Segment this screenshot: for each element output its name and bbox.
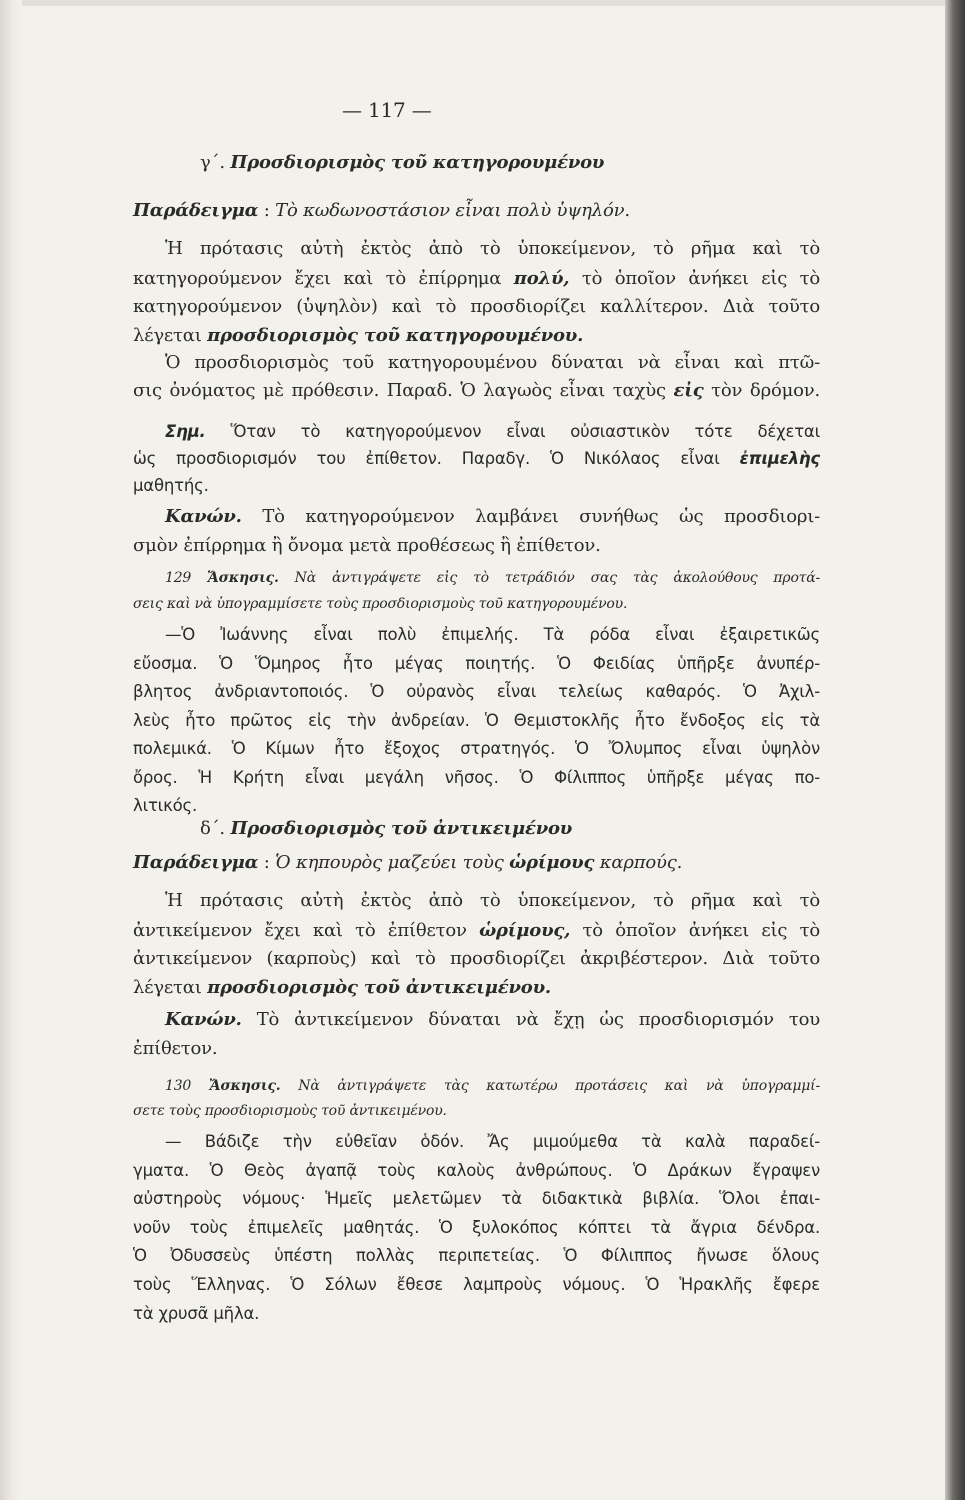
italic-text: σεις καὶ νὰ ὑπογραμμίσετε τοὺς προσδιορισμοὺς τοῦ κατηγορουμένου. bbox=[133, 596, 628, 612]
text-line bbox=[200, 152, 604, 173]
italic-text: 129 bbox=[165, 570, 208, 586]
text-line bbox=[133, 535, 601, 556]
text-segment: ἀντικείμενον (καρποὺς) καὶ τὸ προσδιορίζει ἀκριβέστερον. Διὰ τοῦτο bbox=[133, 948, 820, 969]
text-line bbox=[133, 1189, 820, 1208]
italic-text: 130 bbox=[165, 1078, 209, 1094]
emphasized-text: Σημ. bbox=[165, 422, 206, 441]
text-segment: λιτικός. bbox=[133, 796, 198, 815]
emphasized-text: ὡρίμους bbox=[509, 852, 595, 873]
text-line bbox=[133, 325, 583, 346]
emphasized-text: Ἄσκησις. bbox=[208, 1078, 281, 1094]
emphasized-text: εἰς bbox=[673, 380, 704, 401]
text-segment: Ἡ πρότασις αὐτὴ ἐκτὸς ἀπὸ τὸ ὑποκείμενον, τὸ ρῆμα καὶ τὸ bbox=[165, 238, 820, 259]
text-segment: αὐστηροὺς νόμους· Ἡμεῖς μελετῶμεν τὰ διδακτικὰ βιβλία. Ὅλοι ἐπαι- bbox=[133, 1189, 820, 1208]
text-segment: ἀντικείμενον ἔχει καὶ τὸ ἐπίθετον bbox=[133, 920, 480, 941]
text-segment: Ἡ πρότασις αὐτὴ ἐκτὸς ἀπὸ τὸ ὑποκείμενον, τὸ ρῆμα καὶ τὸ bbox=[165, 890, 820, 911]
text-line bbox=[133, 1275, 820, 1294]
text-line bbox=[133, 948, 820, 969]
text-line bbox=[133, 711, 820, 730]
text-line bbox=[133, 1218, 820, 1237]
text-segment: λέγεται bbox=[133, 325, 208, 346]
text-line bbox=[133, 200, 630, 221]
text-line bbox=[133, 476, 209, 495]
text-segment: σις ὀνόματος μὲ πρόθεσιν. Παραδ. Ὁ λαγωὸς εἶναι ταχὺς bbox=[133, 380, 674, 401]
text-segment: τοὺς Ἕλληνας. Ὁ Σόλων ἔθεσε λαμπροὺς νόμους. Ὁ Ἡρακλῆς ἔφερε bbox=[133, 1275, 820, 1294]
text-segment: τὸ ὁποῖον ἀνήκει εἰς τὸ bbox=[570, 920, 821, 941]
italic-text: καρπούς. bbox=[594, 852, 683, 873]
text-segment: Τὸ κατηγορούμενον λαμβάνει συνήθως ὡς προσδιορι- bbox=[241, 506, 820, 527]
text-segment: Ὁ Ὀδυσσεὺς ὑπέστη πολλὰς περιπετείας. Ὁ Φίλιππος ἤνωσε ὅλους bbox=[133, 1246, 820, 1265]
page-binding-edge bbox=[0, 0, 22, 1500]
emphasized-text: Προσδιορισμὸς τοῦ ἀντικειμένου bbox=[230, 818, 573, 839]
text-line bbox=[165, 1132, 820, 1151]
text-line bbox=[133, 296, 820, 317]
text-line bbox=[165, 570, 820, 586]
page-number: — 117 — bbox=[342, 98, 432, 122]
emphasized-text: Παράδειγμα bbox=[133, 200, 259, 221]
text-segment: λέγεται bbox=[133, 977, 208, 998]
text-segment: δ΄. bbox=[200, 818, 231, 839]
text-line bbox=[133, 1161, 820, 1180]
text-line bbox=[165, 352, 820, 373]
text-segment: κατηγορούμενον (ὑψηλὸν) καὶ τὸ προσδιορίζει καλλίτερον. Διὰ τοῦτο bbox=[133, 296, 820, 317]
emphasized-text: Ἄσκησις. bbox=[207, 570, 279, 586]
text-segment: μαθητής. bbox=[133, 476, 209, 495]
emphasized-text: ἐπιμελὴς bbox=[739, 449, 820, 468]
emphasized-text: πολύ, bbox=[513, 268, 570, 289]
page-right-edge bbox=[945, 0, 965, 1500]
page-top-edge bbox=[0, 0, 965, 6]
text-line bbox=[133, 768, 820, 787]
text-line bbox=[133, 1103, 447, 1119]
text-segment: τὰ χρυσᾶ μῆλα. bbox=[133, 1304, 260, 1323]
text-line bbox=[133, 920, 820, 941]
text-segment: λεὺς ἦτο πρῶτος εἰς τὴν ἀνδρείαν. Ὁ Θεμιστοκλῆς ἦτο ἔνδοξος εἰς τὰ bbox=[133, 711, 820, 730]
text-segment: Τὸ ἀντικείμενον δύναται νὰ ἔχῃ ὡς προσδιορισμόν του bbox=[241, 1009, 820, 1030]
text-line bbox=[133, 654, 820, 673]
text-segment: πολεμικά. Ὁ Κίμων ἦτο ἔξοχος στρατηγός. Ὁ Ὄλυμπος εἶναι ὑψηλὸν bbox=[133, 739, 820, 758]
text-line bbox=[165, 625, 820, 644]
text-line bbox=[133, 739, 820, 758]
text-line bbox=[165, 238, 820, 259]
text-line bbox=[200, 818, 572, 839]
text-segment: : bbox=[258, 200, 276, 221]
text-segment: ἐπίθετον. bbox=[133, 1038, 218, 1059]
text-line bbox=[133, 596, 627, 612]
text-segment: — Βάδιζε τὴν εὐθεῖαν ὁδόν. Ἄς μιμούμεθα τὰ καλὰ παραδεί- bbox=[165, 1132, 820, 1151]
italic-text: Ὁ κηπουρὸς μαζεύει τοὺς bbox=[275, 852, 510, 873]
text-segment: βλητος ἀνδριαντοποιός. Ὁ οὐρανὸς εἶναι τελείως καθαρός. Ὁ Ἀχιλ- bbox=[133, 682, 820, 701]
emphasized-text: Κανών. bbox=[165, 1009, 242, 1030]
text-line bbox=[165, 1078, 820, 1094]
text-line bbox=[165, 506, 820, 527]
emphasized-text: ὡρίμους, bbox=[479, 920, 571, 941]
text-line bbox=[133, 796, 197, 815]
emphasized-text: Προσδιορισμὸς τοῦ κατηγορουμένου bbox=[230, 152, 605, 173]
text-line bbox=[133, 1038, 217, 1059]
text-segment: τὸ ὁποῖον ἀνήκει εἰς τὸ bbox=[569, 268, 820, 289]
emphasized-text: Παράδειγμα bbox=[133, 852, 259, 873]
text-segment: Ὁ προσδιορισμὸς τοῦ κατηγορουμένου δύναται νὰ εἶναι καὶ πτῶ- bbox=[165, 352, 820, 373]
emphasized-text: Κανών. bbox=[165, 506, 242, 527]
italic-text: Νὰ ἀντιγράψετε εἰς τὸ τετράδιόν σας τὰς ἀκολούθους προτά- bbox=[278, 570, 821, 586]
italic-text: σετε τοὺς προσδιορισμοὺς τοῦ ἀντικειμένου. bbox=[133, 1103, 447, 1119]
text-line bbox=[133, 380, 820, 401]
text-segment: νοῦν τοὺς ἐπιμελεῖς μαθητάς. Ὁ ξυλοκόπος κόπτει τὰ ἄγρια δένδρα. bbox=[133, 1218, 820, 1237]
text-line bbox=[165, 1009, 820, 1030]
text-segment: γ΄. bbox=[200, 152, 231, 173]
text-line bbox=[133, 977, 551, 998]
text-segment: γματα. Ὁ Θεὸς ἀγαπᾷ τοὺς καλοὺς ἀνθρώπους. Ὁ Δράκων ἔγραψεν bbox=[133, 1161, 820, 1180]
text-segment: σμὸν ἐπίρρημα ἢ ὄνομα μετὰ προθέσεως ἢ ἐπίθετον. bbox=[133, 535, 601, 556]
text-line bbox=[133, 682, 820, 701]
text-line bbox=[165, 422, 820, 441]
text-line bbox=[133, 1246, 820, 1265]
text-segment: ὡς προσδιορισμόν του ἐπίθετον. Παραδγ. Ὁ Νικόλαος εἶναι bbox=[133, 449, 740, 468]
text-segment: ὄρος. Ἡ Κρήτη εἶναι μεγάλη νῆσος. Ὁ Φίλιππος ὑπῆρξε μέγας πο- bbox=[133, 768, 820, 787]
italic-text: Τὸ κωδωνοστάσιον εἶναι πολὺ ὑψηλόν. bbox=[275, 200, 630, 221]
italic-text: Νὰ ἀντιγράψετε τὰς κατωτέρω προτάσεις καὶ νὰ ὑπογραμμί- bbox=[280, 1078, 820, 1094]
text-segment: : bbox=[258, 852, 276, 873]
text-segment: κατηγορούμενον ἔχει καὶ τὸ ἐπίρρημα bbox=[133, 268, 514, 289]
text-line bbox=[165, 890, 820, 911]
text-segment: —Ὁ Ἰωάννης εἶναι πολὺ ἐπιμελής. Τὰ ρόδα εἶναι ἐξαιρετικῶς bbox=[165, 625, 820, 644]
text-line bbox=[133, 852, 682, 873]
text-line bbox=[133, 268, 820, 289]
text-segment: Ὅταν τὸ κατηγορούμενον εἶναι οὐσιαστικὸν τότε δέχεται bbox=[205, 422, 820, 441]
emphasized-text: προσδιορισμὸς τοῦ κατηγορουμένου. bbox=[207, 325, 584, 346]
text-segment: τὸν δρόμον. bbox=[703, 380, 820, 401]
text-line bbox=[133, 449, 820, 468]
text-line bbox=[133, 1304, 259, 1323]
text-segment: εὔοσμα. Ὁ Ὅμηρος ἦτο μέγας ποιητής. Ὁ Φειδίας ὑπῆρξε ἀνυπέρ- bbox=[133, 654, 820, 673]
emphasized-text: προσδιορισμὸς τοῦ ἀντικειμένου. bbox=[207, 977, 551, 998]
